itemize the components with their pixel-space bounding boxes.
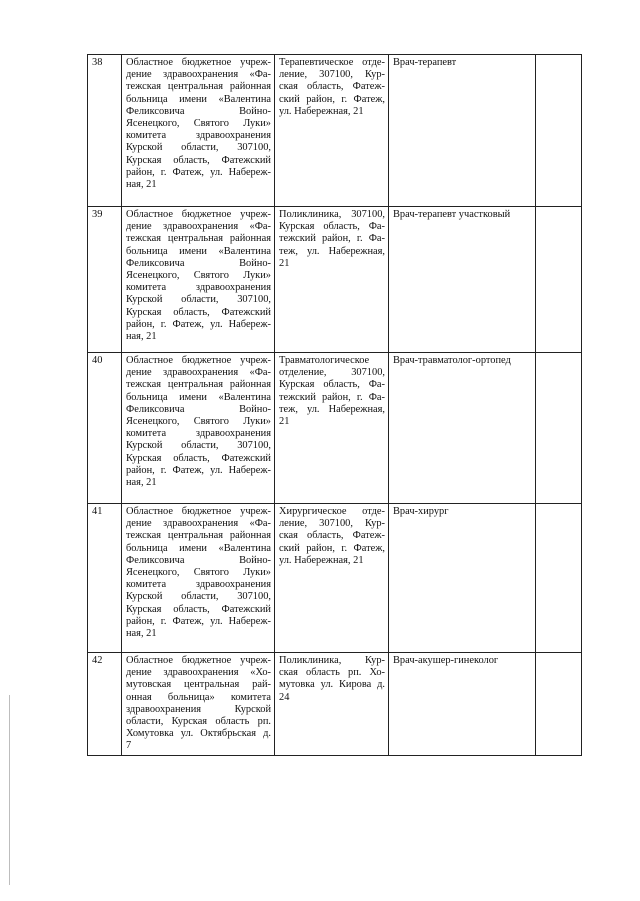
- empty-cell: [536, 207, 582, 353]
- department-line: ление, 307100, Кур-: [279, 518, 385, 530]
- organization-line: больница имени «Валентина: [126, 93, 271, 105]
- organization-cell: [122, 353, 275, 504]
- organization-line: дение здравоохранения «Фа-: [126, 221, 271, 233]
- organization-line: Ясенецкого, Святого Луки»: [126, 416, 271, 428]
- position-cell: Врач-хирург: [389, 504, 536, 653]
- department-line: ский район, г. Фатеж,: [279, 93, 385, 105]
- organization-line: больница имени «Валентина: [126, 542, 271, 554]
- empty-cell: [536, 504, 582, 653]
- department-line: ул. Набережная, 21: [279, 105, 364, 117]
- department-line: 21: [279, 416, 290, 428]
- department-address-cell: [275, 504, 389, 653]
- organization-line: Феликсовича Войно-: [126, 105, 271, 117]
- organization-line: дение здравоохранения «Хо-: [126, 667, 271, 679]
- organization-line: тежская центральная районная: [126, 233, 271, 245]
- organization-line: области, Курская область рп.: [126, 716, 271, 728]
- organization-line: Феликсовича Войно-: [126, 257, 271, 269]
- row-number: 42: [88, 653, 122, 756]
- department-line: Хирургическое отде-: [279, 506, 385, 517]
- department-line: Поликлиника, Кур-: [279, 655, 385, 666]
- organization-line: мутовская центральная рай-: [126, 679, 271, 691]
- organization-line: Ясенецкого, Святого Луки»: [126, 270, 271, 282]
- organization-line: здравоохранения Курской: [126, 703, 271, 715]
- organization-line: Областное бюджетное учреж-: [126, 506, 271, 517]
- scan-edge-line: [9, 695, 10, 885]
- positions-table: [87, 54, 582, 756]
- table-row: [88, 504, 582, 653]
- table-row: [88, 207, 582, 353]
- organization-line: ная, 21: [126, 331, 157, 343]
- table-row: [88, 55, 582, 207]
- department-line: тежский район, г. Фа-: [279, 391, 385, 403]
- row-number: 38: [88, 55, 122, 207]
- organization-line: Ясенецкого, Святого Луки»: [126, 118, 271, 130]
- table-row: [88, 653, 582, 756]
- empty-cell: [536, 653, 582, 756]
- organization-line: Курская область, Фатежский: [126, 306, 271, 318]
- organization-line: Курской области, 307100,: [126, 142, 271, 154]
- organization-line: район, г. Фатеж, ул. Набереж-: [126, 318, 271, 330]
- organization-cell: [122, 55, 275, 207]
- department-line: тежский район, г. Фа-: [279, 233, 385, 245]
- organization-line: комитета здравоохранения: [126, 579, 271, 591]
- organization-line: 7: [126, 740, 132, 752]
- organization-line: Курская область, Фатежский: [126, 452, 271, 464]
- department-line: Терапевтическое отде-: [279, 57, 385, 68]
- department-line: ская область, Фатеж-: [279, 81, 385, 93]
- organization-line: Феликсовича Войно-: [126, 403, 271, 415]
- organization-line: Областное бюджетное учреж-: [126, 655, 271, 666]
- department-line: ул. Набережная, 21: [279, 554, 364, 566]
- organization-line: тежская центральная районная: [126, 81, 271, 93]
- organization-line: дение здравоохранения «Фа-: [126, 69, 271, 81]
- organization-line: Хомутовка ул. Октябрьская д.: [126, 728, 271, 740]
- organization-line: Областное бюджетное учреж-: [126, 57, 271, 68]
- organization-line: комитета здравоохранения: [126, 282, 271, 294]
- empty-cell: [536, 55, 582, 207]
- organization-line: тежская центральная районная: [126, 379, 271, 391]
- organization-line: Курская область, Фатежский: [126, 603, 271, 615]
- organization-cell: [122, 207, 275, 353]
- organization-cell: [122, 653, 275, 756]
- department-address-cell: [275, 55, 389, 207]
- department-line: Травматологическое: [279, 355, 370, 366]
- organization-line: Курской области, 307100,: [126, 591, 271, 603]
- organization-line: ная, 21: [126, 628, 157, 640]
- organization-line: больница имени «Валентина: [126, 391, 271, 403]
- organization-line: комитета здравоохранения: [126, 428, 271, 440]
- table-row: [88, 353, 582, 504]
- department-line: отделение, 307100,: [279, 367, 385, 379]
- organization-line: ная, 21: [126, 179, 157, 191]
- organization-line: ная, 21: [126, 477, 157, 489]
- department-line: теж, ул. Набережная,: [279, 403, 385, 415]
- department-line: ский район, г. Фатеж,: [279, 542, 385, 554]
- organization-line: Феликсовича Войно-: [126, 554, 271, 566]
- department-line: мутовка ул. Кирова д.: [279, 679, 385, 691]
- table-body: [88, 55, 582, 756]
- organization-cell: [122, 504, 275, 653]
- organization-line: Ясенецкого, Святого Луки»: [126, 567, 271, 579]
- position-cell: Врач-терапевт: [389, 55, 536, 207]
- department-line: Курская область, Фа-: [279, 221, 385, 233]
- organization-line: онная больница» комитета: [126, 691, 271, 703]
- department-line: ление, 307100, Кур-: [279, 69, 385, 81]
- empty-cell: [536, 353, 582, 504]
- organization-line: район, г. Фатеж, ул. Набереж-: [126, 166, 271, 178]
- row-number: 41: [88, 504, 122, 653]
- organization-line: Курской области, 307100,: [126, 440, 271, 452]
- organization-line: Курской области, 307100,: [126, 294, 271, 306]
- department-line: Поликлиника, 307100,: [279, 209, 385, 220]
- department-address-cell: [275, 653, 389, 756]
- department-address-cell: [275, 207, 389, 353]
- department-line: теж, ул. Набережная,: [279, 245, 385, 257]
- organization-line: Областное бюджетное учреж-: [126, 355, 271, 366]
- row-number: 39: [88, 207, 122, 353]
- organization-line: район, г. Фатеж, ул. Набереж-: [126, 464, 271, 476]
- organization-line: больница имени «Валентина: [126, 245, 271, 257]
- position-cell: Врач-травматолог-ортопед: [389, 353, 536, 504]
- organization-line: комитета здравоохранения: [126, 130, 271, 142]
- organization-line: дение здравоохранения «Фа-: [126, 367, 271, 379]
- organization-line: Областное бюджетное учреж-: [126, 209, 271, 220]
- department-line: ская область, Фатеж-: [279, 530, 385, 542]
- row-number: 40: [88, 353, 122, 504]
- department-line: 21: [279, 257, 290, 269]
- organization-line: тежская центральная районная: [126, 530, 271, 542]
- department-line: ская область рп. Хо-: [279, 667, 385, 679]
- organization-line: дение здравоохранения «Фа-: [126, 518, 271, 530]
- organization-line: Курская область, Фатежский: [126, 154, 271, 166]
- position-cell: Врач-акушер-гинеколог: [389, 653, 536, 756]
- department-address-cell: [275, 353, 389, 504]
- department-line: 24: [279, 691, 290, 703]
- organization-line: район, г. Фатеж, ул. Набереж-: [126, 615, 271, 627]
- position-cell: Врач-терапевт участковый: [389, 207, 536, 353]
- department-line: Курская область, Фа-: [279, 379, 385, 391]
